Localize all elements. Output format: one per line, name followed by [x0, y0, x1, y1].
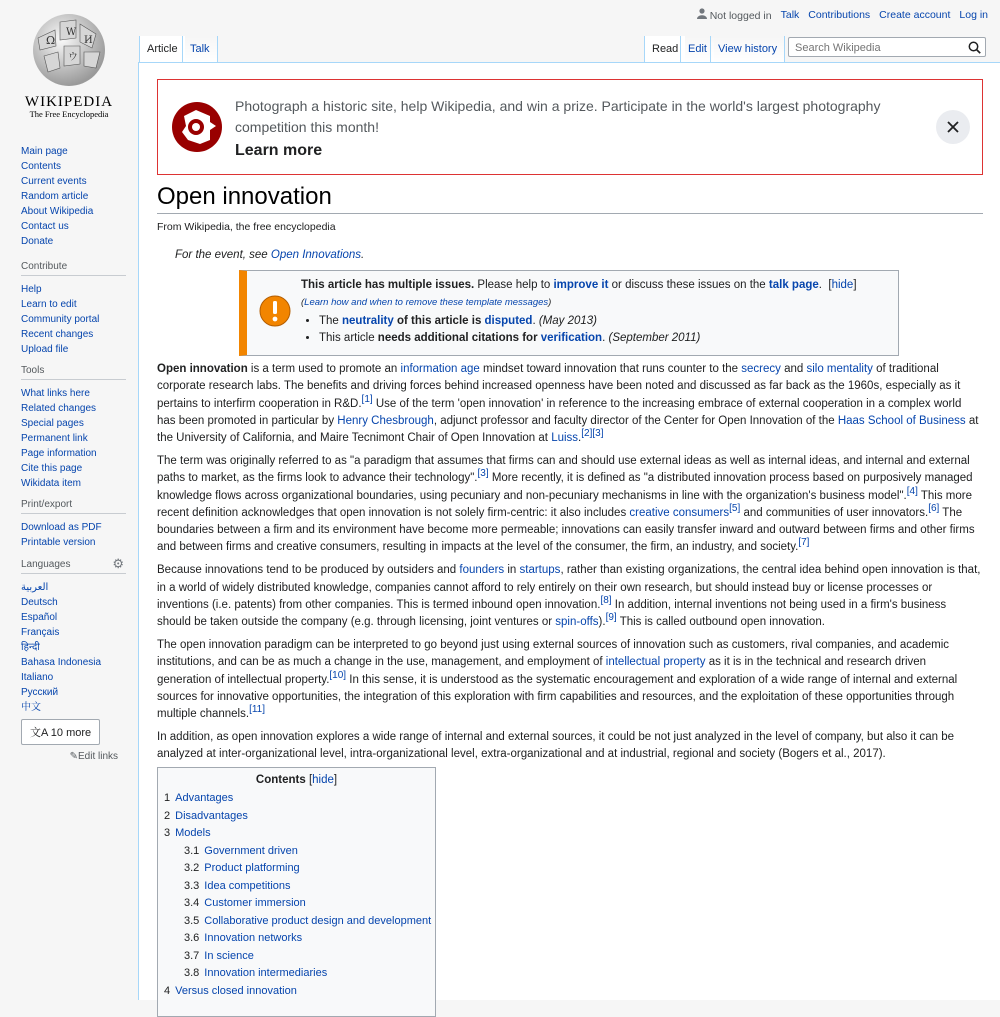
tab-talk[interactable]: Talk	[182, 36, 218, 62]
ref-2[interactable]: [2]	[581, 428, 593, 440]
sidebar-item-main-page[interactable]: Main page	[21, 146, 68, 157]
learn-remove-link[interactable]: Learn how and when to remove these template messages	[304, 297, 549, 308]
toc-item[interactable]	[164, 983, 435, 1001]
language-espanol[interactable]: Español	[21, 612, 58, 623]
toc-label: Customer immersion	[204, 897, 306, 909]
tab-edit[interactable]: Edit	[680, 36, 714, 62]
toc-num: 4	[164, 984, 171, 997]
banner-learn-more-link[interactable]: Learn more	[235, 142, 323, 159]
search-box	[788, 37, 986, 57]
verification-link[interactable]: verification	[540, 332, 603, 344]
p3-t4: In addition, internal inventions not being used in a firm's business should be taken outside the company (e.g. through licensing, joint ventures or	[157, 598, 947, 629]
p2-t2: More recently, it is defined as "a distributed innovation process based on purposively managed knowledge flows across organizational boundaries, using pecuniary and non-pecuniary mechanisms in line with the organization's business model".	[157, 472, 973, 502]
issue2-text-a: This article	[319, 332, 378, 344]
sidebar-item-page-information[interactable]: Page information	[21, 448, 97, 459]
sidebar-print	[21, 499, 126, 550]
language-deutsch[interactable]: Deutsch	[21, 597, 58, 608]
sidebar-languages	[21, 556, 126, 762]
gear-icon[interactable]: ⚙	[112, 556, 124, 571]
ref-6[interactable]: [6]	[928, 503, 940, 515]
learn-remove-note: (Learn how and when to remove these template messages)	[301, 297, 552, 308]
login-link[interactable]: Log in	[959, 9, 988, 21]
ref-9[interactable]: [9]	[605, 612, 617, 624]
paragraph-3	[157, 562, 983, 631]
toc-hide-link[interactable]: hide	[312, 774, 334, 786]
toc-num: 3.1	[184, 844, 200, 857]
banner-close-button[interactable]	[936, 110, 970, 144]
p1-t4: of traditional corporate research labs. The benefits and driving forces behind increased openness have been noted and discussed as far back as the 1960s, especially as it pertains to interfirm cooperation in R&D.	[157, 363, 961, 410]
issues-hide-link[interactable]: hide	[831, 279, 854, 291]
more-languages-label: 10 more	[50, 727, 92, 739]
sidebar-item-related-changes[interactable]: Related changes	[21, 403, 97, 414]
toc-num: 3.4	[184, 897, 200, 909]
sidebar-item-printable-version[interactable]: Printable version	[21, 537, 96, 548]
toc-item[interactable]	[164, 895, 435, 913]
ref-11[interactable]: [11]	[249, 704, 265, 716]
paragraph-4	[157, 637, 983, 723]
toc-label: Advantages	[175, 792, 234, 804]
p2-t5: The boundaries between a firm and its environment have become more permeable; innovations can easily transfer inward and outward between firms and other firms and between firms and creative consumers, resulting in impacts at the level of the consumer, the firm, an industry, and society.	[157, 506, 975, 554]
p1-t3: and	[780, 363, 807, 375]
languages-title: Languages	[21, 559, 71, 570]
link-luiss[interactable]: Luiss	[551, 432, 579, 445]
wikipedia-globe-icon	[10, 8, 128, 126]
neutrality-link[interactable]: neutrality	[342, 315, 394, 327]
p3-t6: This is called outbound open innovation.	[616, 616, 825, 629]
p1-t1: is a term used to promote an	[247, 363, 401, 375]
svg-text:ウ: ウ	[68, 52, 78, 63]
sidebar-item-upload-file[interactable]: Upload file	[21, 344, 69, 355]
issue-neutrality	[319, 313, 891, 330]
paragraph-5	[157, 729, 983, 764]
create-account-link[interactable]: Create account	[879, 9, 951, 21]
edit-links[interactable]	[21, 751, 118, 762]
sidebar-nav	[21, 144, 126, 249]
issue1-date: (May 2013)	[538, 315, 598, 327]
toc-header: Contents [hide]	[255, 774, 338, 786]
language-hindi[interactable]: हिन्दी	[21, 642, 40, 653]
sidebar-item-donate[interactable]: Donate	[21, 236, 54, 247]
link-spin-offs[interactable]: spin-offs	[555, 616, 599, 629]
toc-num: 3.2	[184, 862, 200, 874]
issue2-text-c: .	[602, 332, 609, 344]
sidebar-tools	[21, 365, 126, 491]
toc-num: 1	[164, 792, 171, 804]
sidebar-item-wikidata-item[interactable]: Wikidata item	[21, 478, 82, 489]
toc-item[interactable]	[164, 860, 435, 878]
link-startups[interactable]: startups	[519, 564, 561, 577]
toc-num: 2	[164, 809, 171, 822]
ref-3[interactable]: [3]	[592, 428, 604, 440]
toc-num: 3.7	[184, 949, 200, 962]
link-intellectual-property[interactable]: intellectual property	[605, 656, 706, 669]
pencil-icon: ✎	[69, 751, 78, 762]
toc-num: 3.5	[184, 914, 200, 927]
toc-num: 3	[164, 827, 171, 839]
hatnote-suffix: .	[361, 249, 365, 261]
toc-num: 3.6	[184, 932, 200, 944]
link-silo-mentality[interactable]: silo mentality	[806, 363, 873, 375]
language-chinese[interactable]: 中文	[21, 702, 41, 713]
toc-label: Versus closed innovation	[175, 984, 297, 997]
toc-label: Collaborative product design and development	[204, 914, 432, 927]
toc-num: 3.8	[184, 967, 200, 979]
translate-icon: 文A	[30, 727, 48, 739]
toc-label: In science	[204, 949, 254, 962]
p4-t2: as it is in the technical and research driven generation of intellectual property.	[157, 656, 927, 686]
p1-t5: Use of the term 'open innovation' in reference to the increasing embrace of external cooperation in a complex world has been promoted in particular by	[157, 397, 962, 427]
issue2-text-b: needs additional citations for	[377, 332, 541, 344]
sidebar-item-contact[interactable]: Contact us	[21, 221, 69, 232]
p2-t1: The term was originally referred to as "a paradigm that assumes that firms can and should use external ideas as well as internal ideas, and internal and external paths to market, as the firms look to advance their technology".	[157, 454, 970, 485]
improve-it-link[interactable]: improve it	[553, 279, 609, 291]
svg-text:И: И	[84, 35, 93, 46]
p1-t8: .	[578, 432, 582, 445]
toc-label: Product platforming	[204, 862, 300, 874]
link-founders[interactable]: founders	[459, 564, 505, 577]
contributions-link[interactable]: Contributions	[808, 9, 871, 21]
toc-label: Idea competitions	[204, 879, 291, 892]
toc-num: 3.3	[184, 879, 200, 892]
sidebar-contribute	[21, 261, 126, 357]
toc-label: Government driven	[204, 844, 298, 857]
paragraph-2	[157, 453, 983, 557]
p3-t2: in	[504, 564, 520, 577]
print-heading: Print/export	[21, 499, 126, 514]
hatnote-link[interactable]: Open Innovations	[270, 249, 362, 261]
tab-article[interactable]: Article	[139, 36, 185, 63]
toc-item[interactable]	[164, 948, 435, 966]
ref-7[interactable]: [7]	[798, 537, 810, 549]
p1-t2: mindset toward innovation that runs counter to the	[479, 363, 742, 375]
site-tagline: From Wikipedia, the free encyclopedia	[157, 221, 336, 233]
issue2-date: (September 2011)	[608, 332, 701, 344]
toc-item[interactable]	[164, 965, 435, 983]
ref-4[interactable]: [4]	[906, 485, 918, 497]
language-italiano[interactable]: Italiano	[21, 672, 54, 683]
ref-8[interactable]: [8]	[600, 595, 612, 607]
sidebar-item-what-links-here[interactable]: What links here	[21, 388, 90, 399]
central-notice-banner	[157, 79, 983, 175]
issues-body: This article has multiple issues. Please help to improve it or discuss these issues on the talk page. [hide] (Learn how and when to remove these template messages) • The neutrality of this article is disputed. (May 2013) • This article needs additional citations for verification. (September 2011)	[301, 277, 891, 347]
tab-view-history[interactable]: View history	[710, 36, 785, 62]
sidebar-item-contents[interactable]: Contents	[21, 161, 62, 172]
toc-label: Models	[175, 827, 211, 839]
issue-citations	[319, 330, 891, 347]
issue1-text-c: .	[532, 315, 539, 327]
issues-text-1: Please help to	[474, 279, 554, 291]
language-arabic[interactable]: العربية	[21, 582, 49, 593]
language-indonesian[interactable]: Bahasa Indonesia	[21, 657, 102, 668]
more-languages-button[interactable]	[21, 719, 100, 745]
sidebar-item-random-article[interactable]: Random article	[21, 191, 89, 202]
not-logged-in-label: Not logged in	[709, 10, 772, 22]
wiki-loves-monuments-logo	[170, 100, 224, 154]
ref-10[interactable]: [10]	[329, 669, 347, 681]
link-henry-chesbrough[interactable]: Henry Chesbrough	[337, 414, 434, 427]
toc-item[interactable]	[164, 930, 435, 948]
toc-item[interactable]	[164, 825, 435, 843]
sidebar-item-cite-this-page[interactable]: Cite this page	[21, 463, 83, 474]
p3-t1: Because innovations tend to be produced by outsiders and	[157, 564, 460, 577]
ref-3b[interactable]: [3]	[477, 468, 489, 480]
sidebar-item-recent-changes[interactable]: Recent changes	[21, 329, 94, 340]
multiple-issues-box	[239, 270, 899, 356]
talk-page-link[interactable]: talk page	[768, 279, 819, 291]
sidebar-item-special-pages[interactable]: Special pages	[21, 418, 84, 429]
toc-item[interactable]	[164, 878, 435, 896]
article-body	[157, 361, 983, 769]
issues-text-2: or discuss these issues on the	[608, 279, 769, 291]
p2-t3: This more recent definition acknowledges that open innovation is not solely firm-centric: it also includes	[157, 489, 972, 519]
wikipedia-logo[interactable]	[10, 8, 128, 126]
issue1-text-a: The	[319, 315, 343, 327]
search-icon[interactable]	[968, 41, 981, 54]
table-of-contents	[157, 767, 436, 1017]
languages-heading	[21, 556, 126, 574]
page-title: Open innovation	[157, 183, 983, 214]
sidebar-item-download-pdf[interactable]: Download as PDF	[21, 522, 102, 533]
sidebar-item-current-events[interactable]: Current events	[21, 176, 87, 187]
ref-1[interactable]: [1]	[361, 393, 373, 405]
ref-5[interactable]: [5]	[729, 503, 741, 515]
contribute-heading: Contribute	[21, 261, 126, 276]
link-creative-consumers[interactable]: creative consumers	[629, 506, 730, 519]
sidebar	[0, 0, 138, 1000]
toc-item[interactable]	[164, 913, 435, 931]
search-input[interactable]	[789, 39, 971, 57]
p1-t6: , adjunct professor and faculty director of the Center for Open Innovation of the	[433, 414, 838, 427]
p4-t3: In this sense, it is understood as the systematic encouragement and exploration of a wide range of internal and external sources for innovative opportunities, the integration of this exploration with firm capabilities and resources, and the exploitation of these opportunities through multiple channels.	[157, 673, 958, 721]
camera-monument-icon	[170, 100, 224, 154]
svg-text:Ω: Ω	[46, 34, 56, 47]
close-icon	[947, 121, 959, 133]
toc-item[interactable]	[164, 790, 435, 808]
disputed-link[interactable]: disputed	[484, 315, 533, 327]
toc-label: Disadvantages	[175, 809, 248, 822]
toc-item[interactable]	[164, 843, 435, 861]
toc-label: Innovation networks	[204, 932, 303, 944]
sidebar-item-about[interactable]: About Wikipedia	[21, 206, 94, 217]
language-russian[interactable]: Русский	[21, 687, 59, 698]
sidebar-item-learn-to-edit[interactable]: Learn to edit	[21, 299, 77, 310]
sidebar-item-community-portal[interactable]: Community portal	[21, 314, 100, 325]
toc-item[interactable]	[164, 808, 435, 826]
p5-t1: In addition, as open innovation explores a wide range of internal and external sources, it could be not just analyzed in the level of company, but also it can be analyzed at inter-organizational level, intra-organizational level, extra-organizational and at industrial, regional and society (Bogers et al., 2017).	[157, 730, 954, 761]
sidebar-item-permanent-link[interactable]: Permanent link	[21, 433, 88, 444]
banner-message: Photograph a historic site, help Wikipedia, and win a prize. Participate in the world's largest photography competition this month!	[235, 98, 881, 135]
paragraph-1	[157, 361, 983, 447]
svg-text:W: W	[66, 27, 77, 38]
language-francais[interactable]: Français	[21, 627, 60, 638]
not-logged-in	[697, 8, 772, 22]
p2-t4: and communities of user innovators.	[740, 506, 929, 519]
main-content	[138, 62, 1000, 1000]
issues-text-3: .	[818, 279, 822, 291]
edit-links-label: Edit links	[77, 751, 118, 762]
tools-heading: Tools	[21, 365, 126, 380]
warning-icon	[259, 295, 291, 327]
p1-bold: Open innovation	[157, 363, 248, 375]
personal-tools	[697, 8, 988, 22]
sidebar-item-help[interactable]: Help	[21, 284, 42, 295]
p3-t3: , rather than existing organizations, the central idea behind open innovation is that, in a world of widely distributed knowledge, companies cannot afford to rely entirely on their own research, but should instead buy or license processes or inventions (i.e. patents) from other companies. This is termed inbound open innovation.	[157, 564, 981, 611]
p3-t5: ).	[598, 616, 606, 629]
p1-t7: at the University of California, and Maire Tecnimont Chair of Open Innovation at	[157, 414, 979, 445]
p4-t1: The open innovation paradigm can be interpreted to go beyond just using external sources of innovation such as customers, rival companies, and academic institutions, and can be as much a change in the use, management, and employment of	[157, 638, 950, 669]
toc-title: Contents	[255, 774, 306, 786]
issue1-text-b: of this article is	[393, 315, 485, 327]
link-information-age[interactable]: information age	[400, 363, 480, 375]
personal-talk-link[interactable]: Talk	[780, 9, 800, 21]
tab-read[interactable]: Read	[644, 36, 685, 63]
link-secrecy[interactable]: secrecy	[741, 363, 781, 375]
link-haas-school[interactable]: Haas School of Business	[837, 414, 966, 427]
svg-text:WIKIPEDIA: WIKIPEDIA	[24, 94, 114, 110]
hatnote-prefix: For the event, see	[175, 249, 271, 261]
hatnote	[175, 249, 364, 261]
svg-text:The Free Encyclopedia: The Free Encyclopedia	[29, 109, 109, 119]
issues-heading: This article has multiple issues.	[301, 279, 475, 291]
user-icon	[697, 8, 707, 19]
toc-label: Innovation intermediaries	[204, 967, 328, 979]
